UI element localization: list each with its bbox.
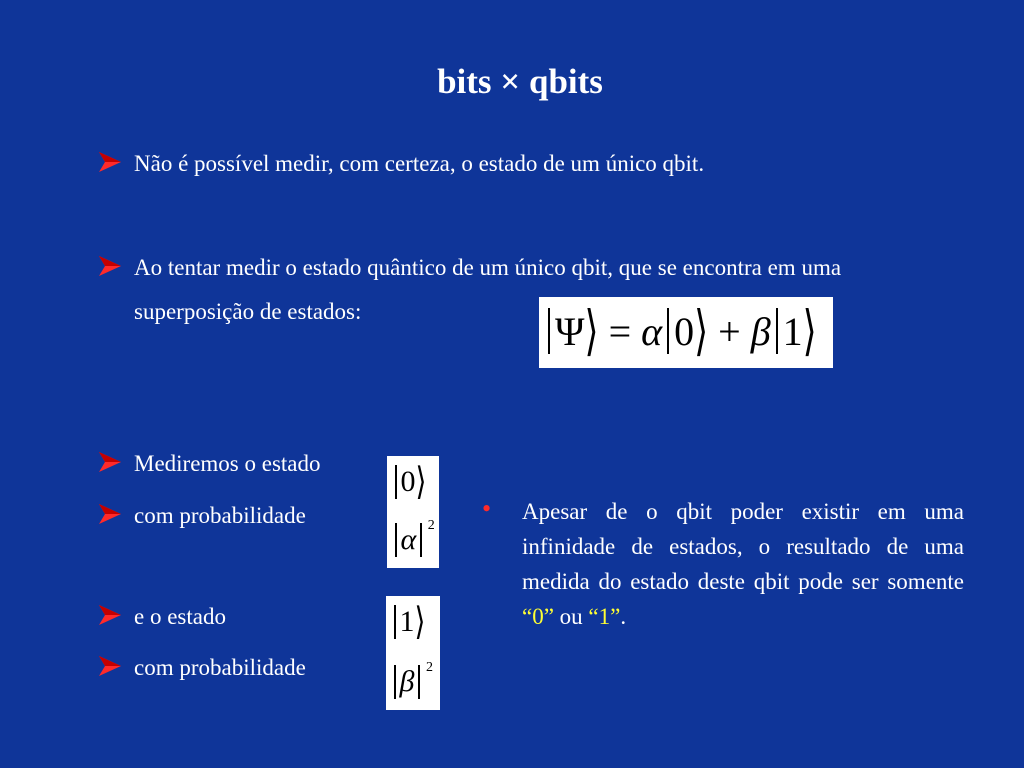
bullet-item	[98, 246, 964, 334]
bullet-item	[98, 142, 964, 186]
note-connector: ou	[553, 604, 589, 629]
equals-sign: =	[608, 308, 632, 354]
bullet-item	[98, 646, 306, 690]
bullet-text: e o estado	[134, 604, 226, 629]
ket-zero: 0	[674, 308, 695, 354]
arrow-bullet-icon	[98, 254, 122, 278]
bullet-text: com probabilidade	[134, 655, 306, 680]
exponent: 2	[427, 518, 435, 533]
ket-one: 1	[782, 308, 803, 354]
plus-sign: +	[718, 308, 741, 354]
ket-one-small: 1	[399, 605, 415, 638]
alpha-coefficient: α	[400, 523, 417, 556]
arrow-bullet-icon	[98, 150, 122, 174]
alpha-symbol: α	[641, 308, 663, 354]
arrow-bullet-icon	[98, 450, 122, 474]
beta-symbol: β	[750, 308, 771, 354]
ket-zero-small: 0	[400, 465, 416, 498]
bullet-text: Não é possível medir, com certeza, o estado de um único qbit.	[134, 151, 705, 176]
value-one: “1”	[588, 604, 621, 629]
bullet-dot-icon: •	[482, 494, 492, 523]
bullet-text: com probabilidade	[134, 503, 306, 528]
beta-coefficient: β	[399, 665, 415, 698]
note-paragraph	[482, 494, 964, 634]
slide-title: bits × qbits	[437, 62, 603, 101]
arrow-bullet-icon	[98, 654, 122, 678]
arrow-bullet-icon	[98, 502, 122, 526]
bullet-text: Ao tentar medir o estado quântico de um único qbit, que se encontra em uma superposição de estados:	[134, 255, 842, 324]
exponent: 2	[425, 660, 433, 675]
bullet-item	[98, 595, 226, 639]
note-end: .	[620, 604, 627, 629]
superposition-equation: Ψ ⟩ = α 0 ⟩ + β 1 ⟩	[539, 297, 833, 368]
note-text: Apesar de o qbit poder existir em uma infinidade de estados, o resultado de uma medida do estado deste qbit pode ser somente	[522, 499, 964, 594]
value-zero: “0”	[522, 604, 554, 629]
bullet-item	[98, 494, 306, 538]
arrow-bullet-icon	[98, 603, 122, 627]
psi-symbol: Ψ	[555, 308, 585, 354]
bullet-text: Mediremos o estado	[134, 451, 321, 476]
measurement-one-box: 1 ⟩ β 2	[386, 596, 440, 710]
measurement-zero-box: 0 ⟩ α 2	[387, 456, 439, 568]
bullet-item	[98, 442, 321, 486]
